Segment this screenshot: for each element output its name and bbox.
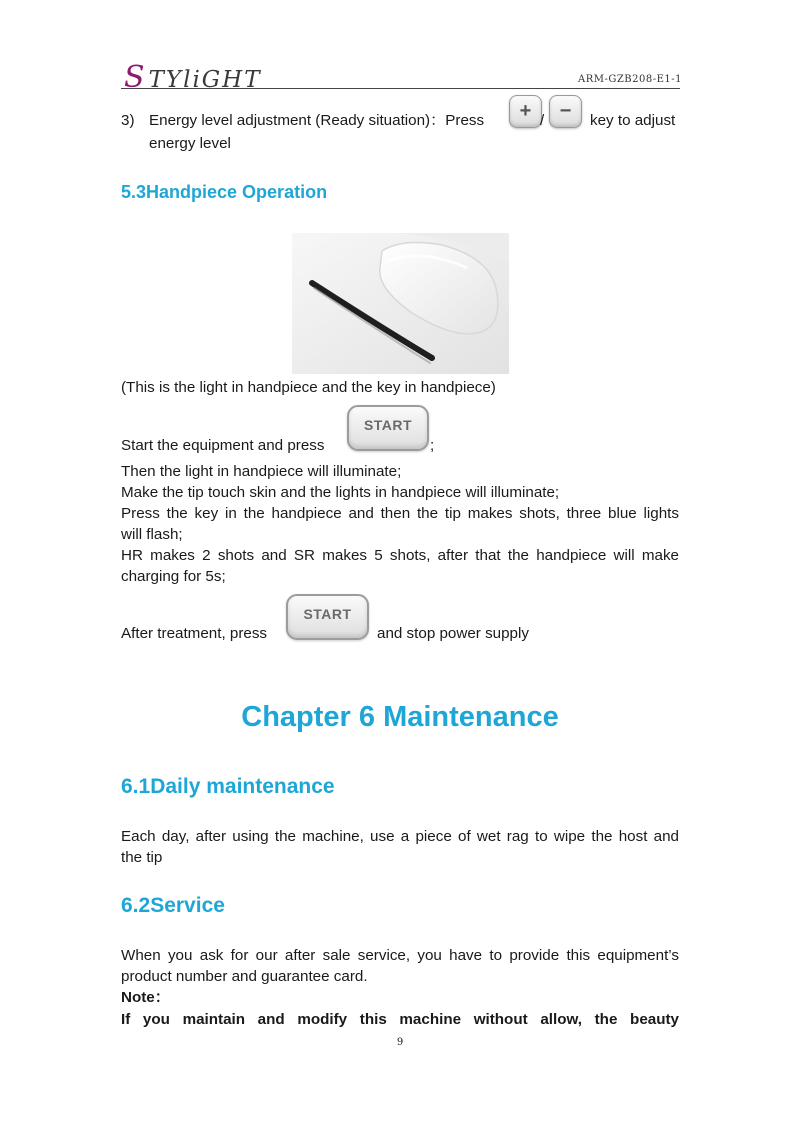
handpiece-line2: Make the tip touch skin and the lights in handpiece will illuminate; <box>121 484 560 501</box>
section-5-3-heading: 5.3Handpiece Operation <box>121 182 328 202</box>
handpiece-illustration <box>292 233 509 374</box>
note-label: Note： <box>121 989 170 1006</box>
start-button-icon <box>347 405 429 451</box>
section-6-2-heading: 6.2Service <box>121 894 225 917</box>
handpiece-photo <box>292 233 509 374</box>
minus-key-icon <box>549 95 582 128</box>
item3-text-after: key to adjust <box>590 112 676 129</box>
start-button-icon-2 <box>286 594 369 640</box>
after-treatment-text: After treatment, press <box>121 625 268 642</box>
section-6-1-heading: 6.1Daily maintenance <box>121 775 335 798</box>
service-line2: product number and guarantee card. <box>121 968 368 985</box>
daily-maintenance-line2: the tip <box>121 849 163 866</box>
start-line-text: Start the equipment and press <box>121 437 325 454</box>
start-button-label-2: START <box>303 606 352 622</box>
minus-key-label: − <box>559 100 572 122</box>
service-line1: When you ask for our after sale service, you have to provide this equipment’s <box>121 947 679 964</box>
handpiece-line3a: Press the key in the handpiece and then the tip makes shots, three blue lights <box>121 505 679 522</box>
item3-text-line2: energy level <box>149 135 231 152</box>
handpiece-line4b: charging for 5s; <box>121 568 226 585</box>
plus-key-label: + <box>519 100 532 122</box>
logo-swoosh: S <box>124 60 147 95</box>
header-divider <box>121 88 680 89</box>
note-text: If you maintain and modify this machine without allow, the beauty <box>121 1011 679 1028</box>
daily-maintenance-line1: Each day, after using the machine, use a piece of wet rag to wipe the host and <box>121 828 679 845</box>
company-logo <box>124 60 262 95</box>
page-number: 9 <box>396 1037 404 1048</box>
after-treatment-end: and stop power supply <box>377 625 529 642</box>
start-button-label: START <box>363 417 413 433</box>
start-line-end: ; <box>430 437 435 454</box>
handpiece-line3b: will flash; <box>121 526 183 543</box>
chapter-6-title: Chapter 6 Maintenance <box>241 701 559 733</box>
item3-number: 3) <box>121 112 135 129</box>
handpiece-line1: Then the light in handpiece will illuminate; <box>121 463 402 480</box>
logo-text: TYliGHT <box>148 67 262 93</box>
item3-text-before: Energy level adjustment (Ready situation)：Press <box>149 112 485 129</box>
handpiece-line4a: HR makes 2 shots and SR makes 5 shots, after that the handpiece will make <box>121 547 679 564</box>
document-id: ARM-GZB208-E1-1 <box>577 74 682 85</box>
handpiece-caption: (This is the light in handpiece and the key in handpiece) <box>121 379 496 396</box>
plus-key-icon <box>509 95 542 128</box>
item3-separator: / <box>540 112 545 129</box>
